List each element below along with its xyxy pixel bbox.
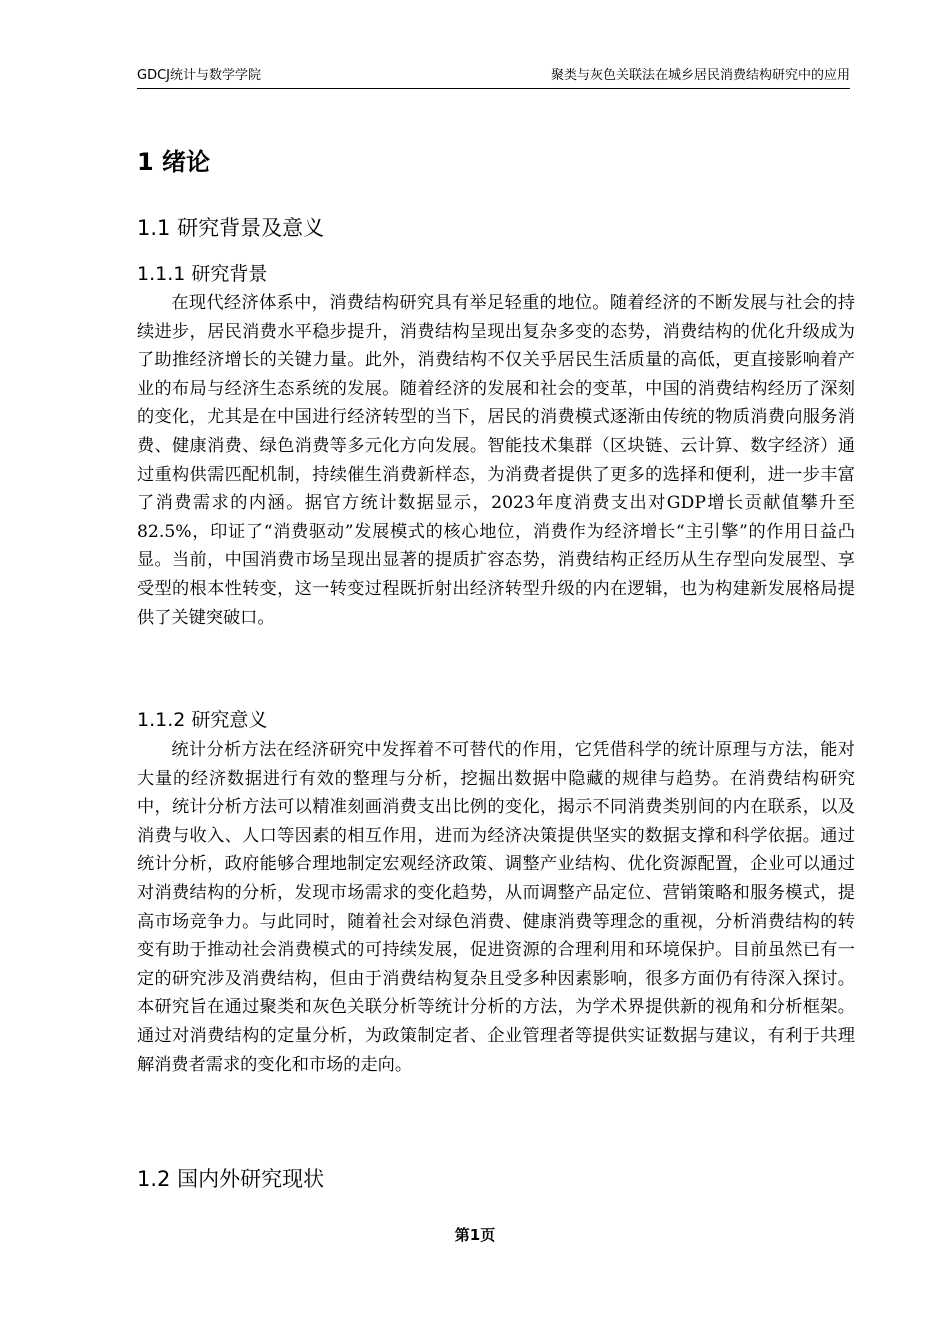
header-paper-title: 聚类与灰色关联法在城乡居民消费结构研究中的应用 (550, 68, 850, 83)
subsection-heading-1-1-1: 1.1.1 研究背景 (137, 263, 268, 285)
chapter-title: 1 绪论 (137, 148, 211, 176)
paragraph-research-background: 在现代经济体系中，消费结构研究具有举足轻重的地位。随着经济的不断发展与社会的持续进步，居民消费水平稳步提升，消费结构呈现出复杂多变的态势，消费结构的优化升级成为了助推经济增长的关键力量。此外，消费结构不仅关乎居民生活质量的高低，更直接影响着产业的布局与经济生态系统的发展。随着经济的发展和社会的变革，中国的消费结构经历了深刻的变化，尤其是在中国进行经济转型的当下，居民的消费模式逐渐由传统的物质消费向服务消费、健康消费、绿色消费等多元化方向发展。智能技术集群（区块链、云计算、数字经济）通过重构供需匹配机制，持续催生消费新样态，为消费者提供了更多的选择和便利，进一步丰富了消费需求的内涵。据官方统计数据显示，2023年度消费支出对GDP增长贡献值攀升至82.5%，印证了“消费驱动”发展模式的核心地位，消费作为经济增长“主引擎”的作用日益凸显。当前，中国消费市场呈现出显著的提质扩容态势，消费结构正经历从生存型向发展型、享受型的根本性转变，这一转变过程既折射出经济转型升级的内在逻辑，也为构建新发展格局提供了关键突破口。 (137, 293, 855, 628)
header-institution: GDCJ统计与数学学院 (137, 68, 261, 83)
paragraph-research-significance: 统计分析方法在经济研究中发挥着不可替代的作用，它凭借科学的统计原理与方法，能对大量的经济数据进行有效的整理与分析，挖掘出数据中隐藏的规律与趋势。在消费结构研究中，统计分析方法可以精准刻画消费支出比例的变化，揭示不同消费类别间的内在联系，以及消费与收入、人口等因素的相互作用，进而为经济决策提供坚实的数据支撑和科学依据。通过统计分析，政府能够合理地制定宏观经济政策、调整产业结构、优化资源配置，企业可以通过对消费结构的分析，发现市场需求的变化趋势，从而调整产品定位、营销策略和服务模式，提高市场竞争力。与此同时，随着社会对绿色消费、健康消费等理念的重视，分析消费结构的转变有助于推动社会消费模式的可持续发展，促进资源的合理利用和环境保护。目前虽然已有一定的研究涉及消费结构，但由于消费结构复杂且受多种因素影响，很多方面仍有待深入探讨。本研究旨在通过聚类和灰色关联分析等统计分析的方法，为学术界提供新的视角和分析框架。通过对消费结构的定量分析，为政策制定者、企业管理者等提供实证数据与建议，有利于共理解消费者需求的变化和市场的走向。 (137, 740, 855, 1075)
page-number: 第1页 (454, 1226, 496, 1244)
page-header (137, 66, 850, 89)
section-heading-1-1: 1.1 研究背景及意义 (137, 216, 325, 240)
section-heading-1-2: 1.2 国内外研究现状 (137, 1167, 325, 1191)
subsection-heading-1-1-2: 1.1.2 研究意义 (137, 709, 268, 731)
